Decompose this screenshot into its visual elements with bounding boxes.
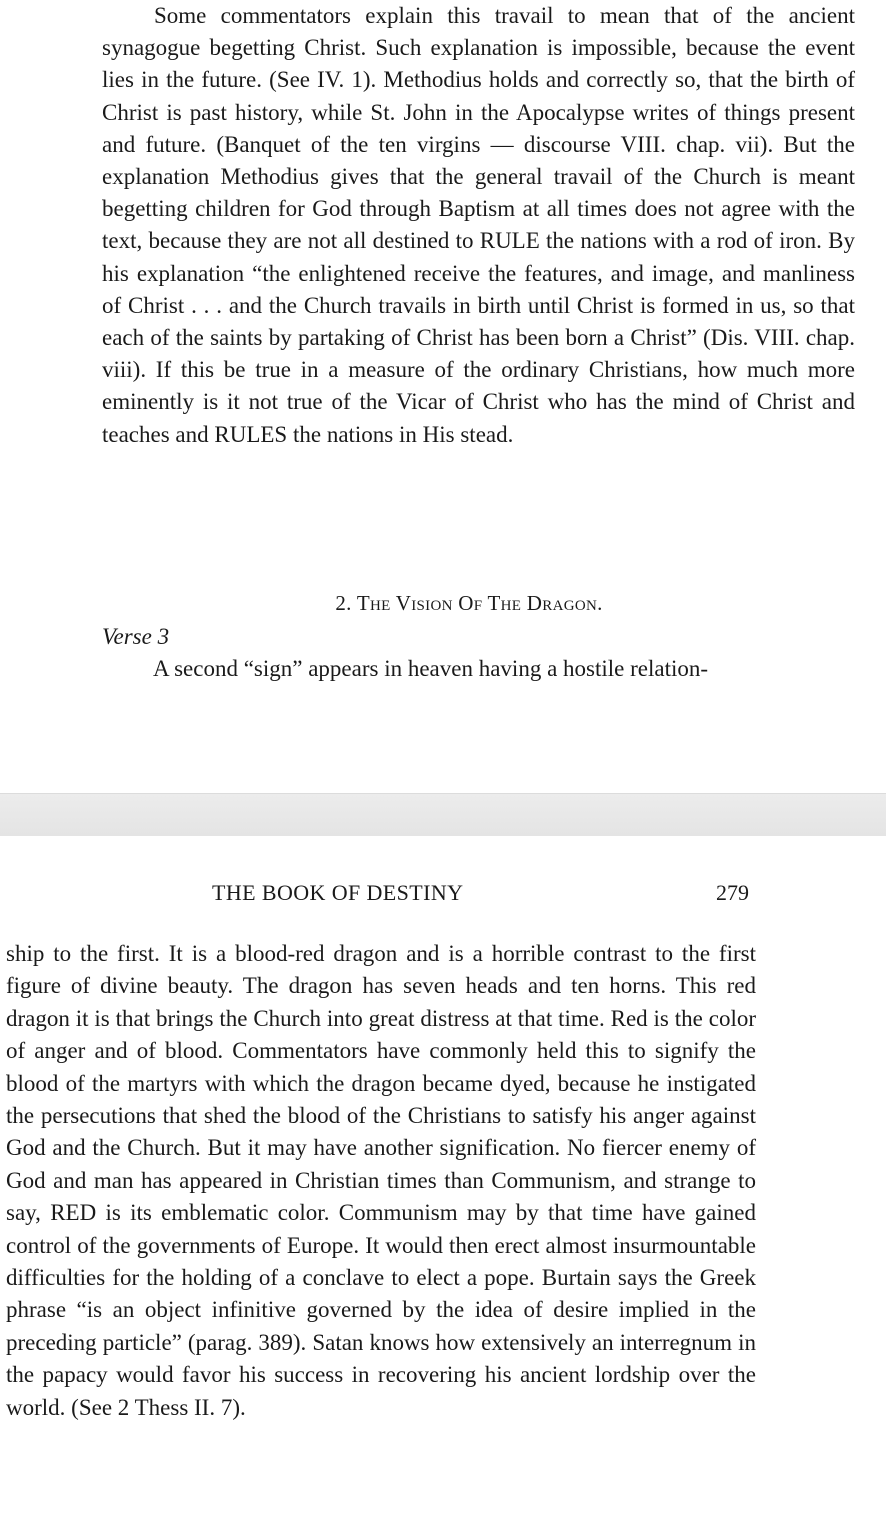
body-paragraph: ship to the first. It is a blood-red dragon and is a horrible contrast to the first figure of divine beauty. The dragon has seven heads and ten horns. This red dragon it is that brings the Church into great distress at that time. Red is the color of anger and of blood. Commentators have commonly held this to signify the blood of the martyrs with which the dragon became dyed, because he instigated the persecutions that shed the blood of the Christians to satisfy his anger against God and the Church. But it may have another signification. No fiercer enemy of God and man has appeared in Christian times than Communism, and strange to say, RED is its emblematic color. Communism may by that time have gained control of the governments of Europe. It would then erect almost insurmountable difficulties for the holding of a conclave to elect a pope. Burtain says the Greek phrase “is an object infinitive governed by the idea of desire implied in the preceding particle” (parag. 389). Satan knows how extensively an interregnum in the papacy would favor his success in recovering his ancient lordship over the world. (See 2 Thess II. 7). xyxy=(6,941,756,1420)
verse-label: Verse 3 xyxy=(102,624,170,649)
running-head: THE BOOK OF DESTINY xyxy=(212,880,464,905)
section-heading: 2. The Vision Of The Dragon. xyxy=(335,591,603,615)
body-paragraph: Some commentators explain this travail to mean that of the ancient synagogue begetting Christ. Such explanation is impossible, because the event lies in the future. (See IV. 1). Methodius holds and correctly so, that the birth of Christ is past history, while St. John in the Apocalypse writes of things present and future. (Banquet of the ten virgins — discourse VIII. chap. vii). But the explanation Methodius gives that the general travail of the Church is meant begetting children for God through Baptism at all times does not agree with the text, because they are not all destined to RULE the nations with a rod of iron. By his explanation “the enlightened receive the features, and image, and manliness of Christ . . . and the Church travails in birth until Christ is formed in us, so that each of the saints by partaking of Christ has been born a Christ” (Dis. VIII. chap. viii). If this be true in a measure of the ordinary Christians, how much more eminently is it not true of the Vicar of Christ who has the mind of Christ and teaches and RULES the nations in His stead. xyxy=(102,3,855,447)
verse-text: A second “sign” appears in heaven having a hostile relation- xyxy=(153,656,709,681)
page-separator xyxy=(0,793,886,837)
page-number: 279 xyxy=(716,880,749,905)
lower-page xyxy=(0,836,886,1520)
